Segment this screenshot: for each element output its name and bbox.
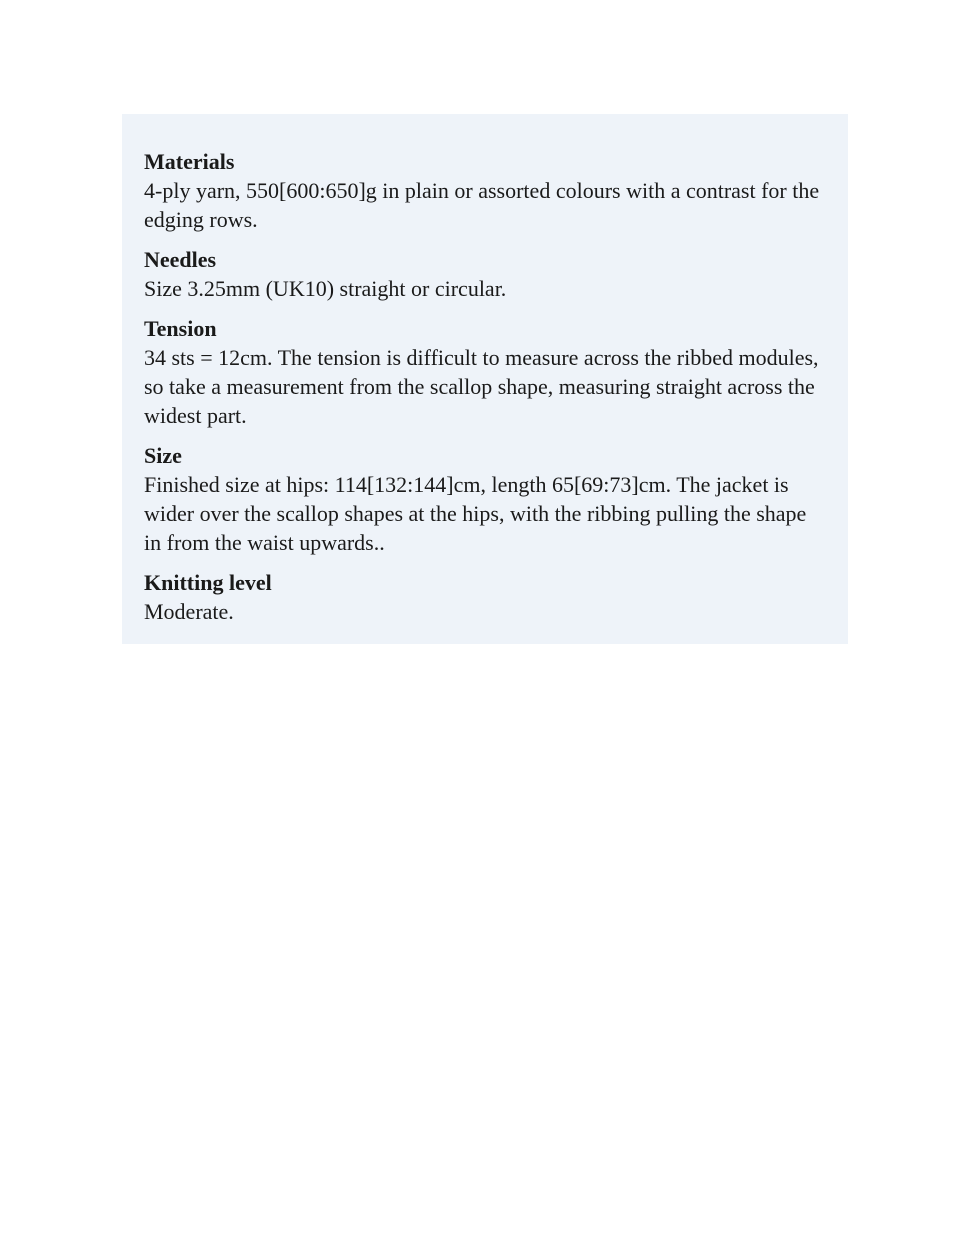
materials-text: 4-ply yarn, 550[600:650]g in plain or assorted colours with a contrast for the edging rows.	[144, 178, 820, 232]
knitting-level-heading: Knitting level	[144, 570, 272, 595]
materials-section	[144, 147, 826, 234]
knitting-level-section	[144, 568, 826, 626]
needles-text: Size 3.25mm (UK10) straight or circular.	[144, 276, 507, 301]
needles-section	[144, 245, 826, 303]
size-section	[144, 441, 826, 557]
knitting-level-text: Moderate.	[144, 599, 234, 624]
needles-heading: Needles	[144, 247, 217, 272]
size-text: Finished size at hips: 114[132:144]cm, length 65[69:73]cm. The jacket is wider over the scallop shapes at the hips, with the ribbing pulling the shape in from the waist upwards..	[144, 472, 807, 555]
size-heading: Size	[144, 443, 182, 468]
tension-section	[144, 314, 826, 430]
tension-text: 34 sts = 12cm. The tension is difficult to measure across the ribbed modules, so take a measurement from the scallop shape, measuring straight across the widest part.	[144, 345, 819, 428]
pattern-info-box	[122, 114, 848, 644]
materials-heading: Materials	[144, 149, 235, 174]
tension-heading: Tension	[144, 316, 217, 341]
